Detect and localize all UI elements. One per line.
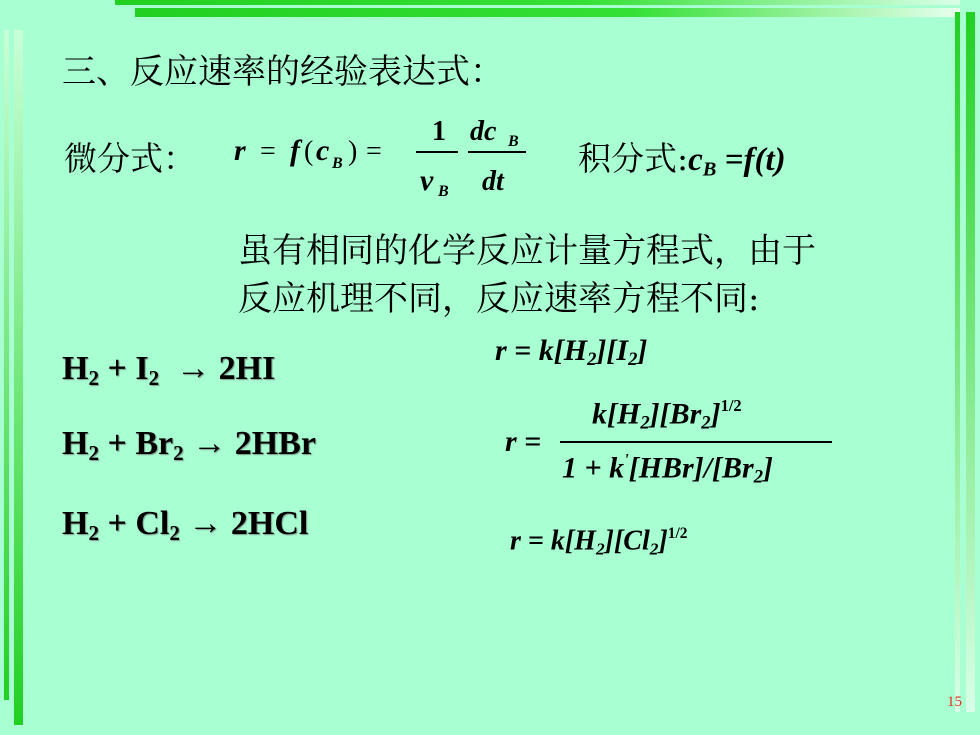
note-line-2: 反应机理不同，反应速率方程不同:	[238, 279, 760, 319]
top-accent-bar	[115, 0, 960, 5]
reaction-h2-cl2: $H_2 + Cl_2 \to 2HCl$	[62, 505, 309, 545]
right-accent-bar-thick	[966, 12, 975, 712]
integral-label: 积分式:	[578, 139, 689, 178]
fraction-one: 1	[432, 116, 446, 147]
note-line-1: 虽有相同的化学反应计量方程式，由于	[238, 231, 816, 271]
fraction-dc: dc	[470, 116, 497, 147]
formula-f: f	[290, 134, 300, 167]
reaction-h2-i2: $H_2 + I_2 \to 2HI$	[62, 350, 276, 390]
formula-c: c	[316, 134, 330, 167]
left-accent-bar-thick	[14, 30, 23, 725]
formula-c-sub: B	[332, 155, 343, 172]
svg-text:): )	[348, 136, 358, 167]
rate-equation-hi: $r = k[H_2][I_2]$	[495, 334, 648, 371]
integral-formula-sub: B	[702, 158, 717, 181]
svg-text:(: (	[304, 136, 314, 167]
top-accent-bar-thick	[135, 8, 960, 17]
rate-equation-hbr-lhs: r =	[505, 425, 542, 458]
right-accent-bar	[955, 12, 960, 712]
differential-label: 微分式：	[64, 139, 196, 178]
rate-equation-hbr-numerator: $k[H_2][Br_2]^{1/2}$	[592, 396, 742, 434]
formula-r: r	[234, 134, 246, 167]
svg-text:B: B	[438, 183, 449, 200]
differential-formula	[230, 110, 550, 200]
integral-formula-rest: =f(t)	[716, 142, 786, 178]
formula-equals-2: =	[366, 136, 382, 167]
integral-formula-c: c	[688, 142, 703, 178]
slide-number: 15	[947, 694, 962, 710]
rate-equation-hbr-denominator: $1 + k'[HBr]/[Br_2]$	[562, 450, 774, 488]
left-accent-bar	[4, 30, 9, 700]
slide-heading: 三、反应速率的经验表达式：	[62, 52, 504, 92]
fraction-dt: dt	[482, 166, 504, 197]
svg-text:B: B	[508, 133, 519, 150]
fraction-nu: ν	[420, 164, 434, 197]
formula-equals-1: =	[260, 136, 276, 167]
reaction-h2-br2: $H_2 + Br_2 \to 2HBr$	[62, 425, 316, 465]
rate-equation-hcl: $r = k[H_2][Cl_2]^{1/2}$	[510, 525, 688, 559]
fraction-bar	[560, 441, 832, 443]
integral-form	[578, 133, 786, 182]
